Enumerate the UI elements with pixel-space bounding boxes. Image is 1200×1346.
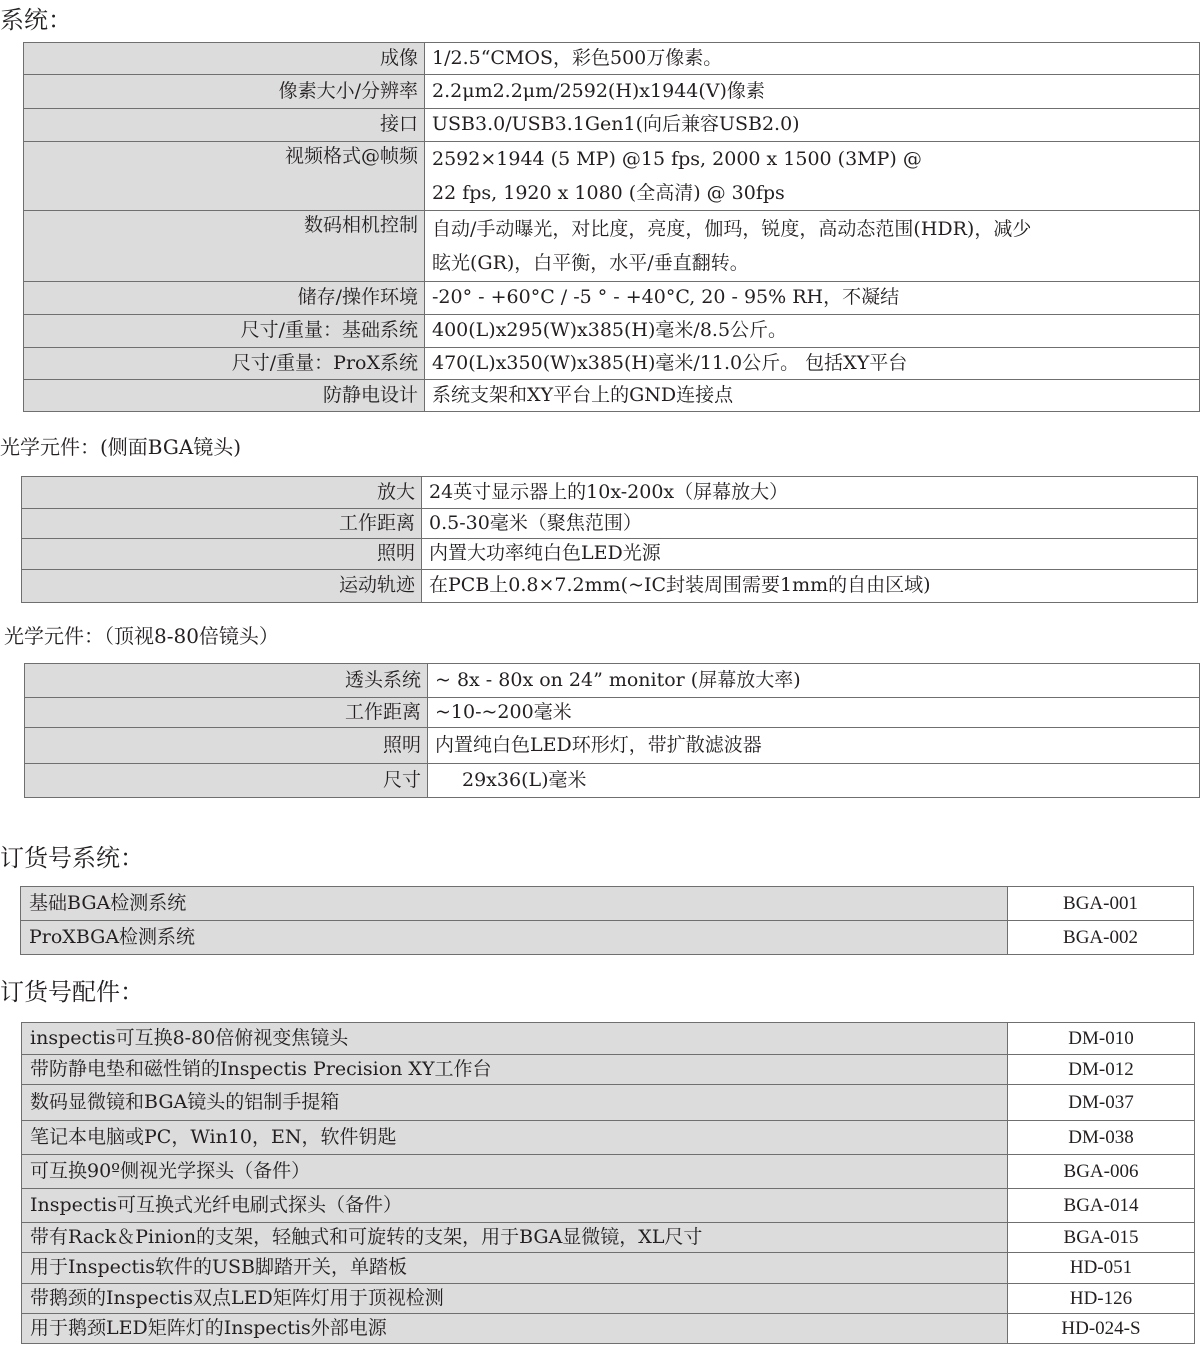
order-row (22, 1284, 1195, 1314)
order-item-code: DM-010 (1008, 1023, 1195, 1055)
spec-label: 接口 (24, 109, 425, 142)
spec-row (24, 43, 1200, 75)
spec-value: 2.2μm2.2μm/2592(H)x1944(V)像素 (425, 75, 1200, 109)
spec-row (24, 142, 1200, 211)
system-spec-table (23, 42, 1200, 412)
spec-value (425, 211, 1200, 282)
spec-value: -20° - +60°C / -5 ° - +40°C, 20 - 95% RH，不凝结 (425, 282, 1200, 315)
spec-row (22, 477, 1198, 509)
spec-value: ~ 8x - 80x on 24” monitor (屏幕放大率) (428, 664, 1200, 698)
spec-label: 视频格式@帧频 (24, 142, 425, 211)
order-item-name: 用于鹅颈LED矩阵灯的Inspectis外部电源 (22, 1314, 1008, 1344)
spec-label: 储存/操作环境 (24, 282, 425, 315)
order-row (22, 1121, 1195, 1155)
spec-value: 470(L)x350(W)x385(H)毫米/11.0公斤。 包括XY平台 (425, 348, 1200, 380)
spec-row (22, 570, 1198, 603)
order-row (22, 1023, 1195, 1055)
order-item-name: 数码显微镜和BGA镜头的铝制手提箱 (22, 1085, 1008, 1121)
order-item-name: 带防静电垫和磁性销的Inspectis Precision XY工作台 (22, 1055, 1008, 1085)
spec-label: 像素大小/分辨率 (24, 75, 425, 109)
order-item-name: 笔记本电脑或PC，Win10，EN，软件钥匙 (22, 1121, 1008, 1155)
section-title-system: 系统： (0, 6, 72, 34)
spec-label: 照明 (25, 728, 428, 764)
spec-value: 内置纯白色LED环形灯，带扩散滤波器 (428, 728, 1200, 764)
optics-bga-spec-table (21, 476, 1198, 603)
spec-row (25, 698, 1200, 728)
spec-value-line: 22 fps, 1920 x 1080 (全高清) @ 30fps (432, 182, 785, 204)
spec-row (22, 509, 1198, 539)
spec-label: 放大 (22, 477, 422, 509)
spec-row (25, 664, 1200, 698)
order-item-code: DM-037 (1008, 1085, 1195, 1121)
order-row (22, 1223, 1195, 1253)
spec-label: 工作距离 (22, 509, 422, 539)
spec-row (24, 348, 1200, 380)
spec-label: 工作距离 (25, 698, 428, 728)
spec-value: 1/2.5“CMOS，彩色500万像素。 (425, 43, 1200, 75)
spec-value: 在PCB上0.8×7.2mm(~IC封装周围需要1mm的自由区域) (422, 570, 1198, 603)
order-item-code: HD-126 (1008, 1284, 1195, 1314)
spec-value-line: 自动/手动曝光，对比度，亮度，伽玛，锐度，高动态范围(HDR)，减少 (432, 218, 1032, 240)
spec-row (24, 282, 1200, 315)
order-item-code: BGA-014 (1008, 1189, 1195, 1223)
order-row (21, 921, 1194, 955)
order-item-code: HD-024-S (1008, 1314, 1195, 1344)
order-item-code: BGA-015 (1008, 1223, 1195, 1253)
order-row (22, 1314, 1195, 1344)
order-item-name: inspectis可互换8-80倍俯视变焦镜头 (22, 1023, 1008, 1055)
spec-row (24, 211, 1200, 282)
spec-value: 24英寸显示器上的10x-200x（屏幕放大） (422, 477, 1198, 509)
spec-row (24, 315, 1200, 348)
spec-value: 系统支架和XY平台上的GND连接点 (425, 380, 1200, 412)
order-item-code: BGA-002 (1008, 921, 1194, 955)
spec-row (24, 75, 1200, 109)
order-item-name: 带鹅颈的Inspectis双点LED矩阵灯用于顶视检测 (22, 1284, 1008, 1314)
spec-value: 400(L)x295(W)x385(H)毫米/8.5公斤。 (425, 315, 1200, 348)
order-item-name: Inspectis可互换式光纤电刷式探头（备件） (22, 1189, 1008, 1223)
spec-label: 透头系统 (25, 664, 428, 698)
order-row (22, 1189, 1195, 1223)
spec-value: USB3.0/USB3.1Gen1(向后兼容USB2.0) (425, 109, 1200, 142)
spec-label: 防静电设计 (24, 380, 425, 412)
spec-value: 内置大功率纯白色LED光源 (422, 539, 1198, 570)
order-row (22, 1253, 1195, 1284)
order-item-code: DM-012 (1008, 1055, 1195, 1085)
order-item-name: 用于Inspectis软件的USB脚踏开关，单踏板 (22, 1253, 1008, 1284)
spec-row (25, 764, 1200, 798)
spec-value (425, 142, 1200, 211)
spec-label: 尺寸/重量：ProX系统 (24, 348, 425, 380)
spec-value: 0.5-30毫米（聚焦范围） (422, 509, 1198, 539)
spec-label: 数码相机控制 (24, 211, 425, 282)
spec-label: 尺寸 (25, 764, 428, 798)
order-accessories-table (21, 1022, 1195, 1344)
order-row (21, 887, 1194, 921)
order-item-name: 基础BGA检测系统 (21, 887, 1008, 921)
spec-row (22, 539, 1198, 570)
order-row (22, 1085, 1195, 1121)
order-item-code: HD-051 (1008, 1253, 1195, 1284)
order-item-code: BGA-001 (1008, 887, 1194, 921)
spec-row (24, 380, 1200, 412)
spec-value: ~10-~200毫米 (428, 698, 1200, 728)
spec-label: 照明 (22, 539, 422, 570)
spec-label: 运动轨迹 (22, 570, 422, 603)
order-row (22, 1055, 1195, 1085)
spec-value-line: 眩光(GR)，白平衡，水平/垂直翻转。 (432, 252, 749, 274)
order-item-name: 带有Rack＆Pinion的支架，轻触式和可旋转的支架，用于BGA显微镜，XL尺寸 (22, 1223, 1008, 1253)
spec-value: 29x36(L)毫米 (428, 764, 1200, 798)
order-system-table (20, 886, 1194, 955)
section-title-optics-bga: 光学元件：(侧面BGA镜头) (0, 435, 242, 459)
section-title-order-accessories: 订货号配件： (0, 978, 144, 1006)
order-row (22, 1155, 1195, 1189)
order-item-name: ProXBGA检测系统 (21, 921, 1008, 955)
spec-row (24, 109, 1200, 142)
optics-top-spec-table (24, 663, 1200, 798)
order-item-code: DM-038 (1008, 1121, 1195, 1155)
spec-label: 成像 (24, 43, 425, 75)
section-title-optics-top: 光学元件：（顶视8-80倍镜头） (4, 624, 279, 648)
order-item-code: BGA-006 (1008, 1155, 1195, 1189)
spec-value-line: 2592×1944 (5 MP) @15 fps, 2000 x 1500 (3MP) @ (432, 148, 922, 170)
spec-row (25, 728, 1200, 764)
order-item-name: 可互换90º侧视光学探头（备件） (22, 1155, 1008, 1189)
section-title-order-system: 订货号系统： (0, 844, 144, 872)
spec-label: 尺寸/重量：基础系统 (24, 315, 425, 348)
